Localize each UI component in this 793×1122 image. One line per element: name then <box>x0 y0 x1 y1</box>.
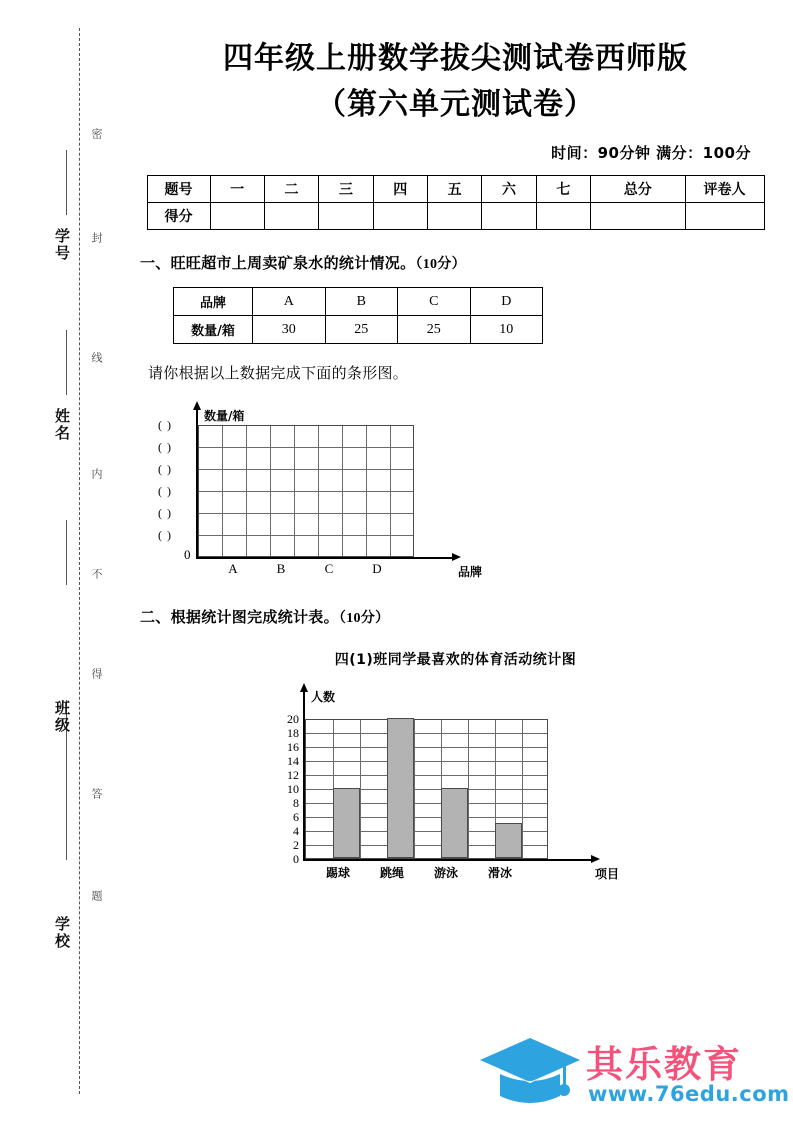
bar-tiqiu <box>333 788 360 858</box>
chart2-category-label-tiqiu: 踢球 <box>325 866 350 880</box>
table-row-brands <box>174 288 543 316</box>
chart1-gridline-v <box>390 426 391 556</box>
chart1-gridline-v <box>246 426 247 556</box>
chart2-ytick-2: 2 <box>293 838 299 852</box>
chart1-gridline-v <box>270 426 271 556</box>
chart2-gridline-h <box>306 761 547 762</box>
chart1-plot-area[interactable] <box>198 425 414 557</box>
question-2-text: 二、根据统计图完成统计表。 <box>140 608 339 626</box>
chart1-origin-label: 0 <box>184 547 191 562</box>
brand-cell-a: A <box>253 288 326 316</box>
score-cell-q1: 一 <box>210 176 264 203</box>
chart2-x-axis-label: 项目 <box>595 867 620 881</box>
seal-rule-1 <box>66 150 67 215</box>
score-table <box>147 175 765 230</box>
chart2-ytick-0: 0 <box>293 852 299 866</box>
logo-brand-name: 其乐教育 <box>586 1043 742 1086</box>
quantity-cell-a: 30 <box>253 316 326 344</box>
seal-char-xian: 线 <box>90 352 103 365</box>
chart1-x-axis-arrow-icon <box>452 553 461 561</box>
seal-char-bu: 不 <box>90 568 103 581</box>
chart1-gridline-v <box>294 426 295 556</box>
site-logo <box>478 1032 790 1116</box>
table-row-quantities <box>174 316 543 344</box>
question-2-points: （10分） <box>338 611 390 626</box>
score-cell-q7: 七 <box>536 176 590 203</box>
score-cell-q3: 三 <box>319 176 373 203</box>
page-title-line-2: （第六单元测试卷） <box>316 87 595 122</box>
question-1-points: （10分） <box>415 257 466 272</box>
seal-dashed-line <box>79 28 80 1094</box>
chart1-gridline-v <box>222 426 223 556</box>
score-input-q6[interactable] <box>482 203 536 230</box>
chart2-category-label-tiaosheng: 跳绳 <box>379 866 404 880</box>
brand-cell-b: B <box>325 288 398 316</box>
chart2-ytick-4: 4 <box>293 824 299 838</box>
chart2-gridline-h <box>306 775 547 776</box>
score-cell-q5: 五 <box>427 176 481 203</box>
score-cell-grader: 评卷人 <box>685 176 764 203</box>
brand-data-table <box>173 287 543 344</box>
chart1-gridline-h <box>199 469 413 470</box>
chart2-gridline-v <box>414 720 415 858</box>
chart2-gridline-h <box>306 733 547 734</box>
score-table-label-score: 得分 <box>147 203 210 230</box>
chart1-blank-tick[interactable]: ( ) <box>158 528 172 542</box>
chart2-gridline-v <box>468 720 469 858</box>
seal-rule-3 <box>66 520 67 585</box>
chart2-category-label-youyong: 游泳 <box>433 866 458 880</box>
chart2-ytick-18: 18 <box>287 726 299 740</box>
chart1-category-label-a: A <box>228 561 238 576</box>
table-row-scores <box>147 203 764 230</box>
chart2-ytick-20: 20 <box>287 712 299 726</box>
question-2-heading <box>140 606 793 627</box>
chart1-y-axis-arrow-icon <box>193 401 201 410</box>
chart2-ytick-10: 10 <box>287 782 299 796</box>
chart1-category-label-c: C <box>324 561 334 576</box>
quantity-cell-b: 25 <box>325 316 398 344</box>
score-input-q7[interactable] <box>536 203 590 230</box>
seal-char-feng: 封 <box>90 232 103 245</box>
score-input-total[interactable] <box>591 203 685 230</box>
seal-rule-2 <box>66 330 67 395</box>
score-cell-total: 总分 <box>591 176 685 203</box>
quantity-cell-d: 10 <box>470 316 543 344</box>
brand-table-label-quantity: 数量/箱 <box>174 316 253 344</box>
seal-char-de: 得 <box>90 668 103 681</box>
score-input-q2[interactable] <box>264 203 318 230</box>
chart2-ytick-8: 8 <box>293 796 299 810</box>
seal-char-ti: 题 <box>90 890 103 903</box>
chart2-y-axis-label: 人数 <box>311 690 336 704</box>
graduation-cap-icon <box>478 1036 582 1110</box>
score-cell-q2: 二 <box>264 176 318 203</box>
chart2-ytick-12: 12 <box>287 768 299 782</box>
chart2-gridline-v <box>522 720 523 858</box>
chart2-x-axis-arrow-icon <box>591 855 600 863</box>
chart2-ytick-6: 6 <box>293 810 299 824</box>
seal-label-student-id: 学号 <box>53 228 71 262</box>
brand-table-label-brand: 品牌 <box>174 288 253 316</box>
chart1-category-label-d: D <box>372 561 382 576</box>
exam-meta: 时间：90分钟 满分：100分 <box>551 144 751 162</box>
chart1-gridline-h <box>199 447 413 448</box>
question-1-heading <box>140 252 793 273</box>
seal-label-school: 学校 <box>53 916 71 950</box>
chart1-x-axis-label: 品牌 <box>458 565 483 579</box>
exam-page <box>118 0 793 1122</box>
score-input-q3[interactable] <box>319 203 373 230</box>
bar-youyong <box>441 788 468 858</box>
page-title-line-1: 四年级上册数学拔尖测试卷西师版 <box>223 41 688 76</box>
brand-cell-d: D <box>470 288 543 316</box>
chart1-blank-tick[interactable]: ( ) <box>158 484 172 498</box>
sports-activity-bar-chart <box>273 683 620 883</box>
chart1-category-label-b: B <box>276 561 286 576</box>
score-input-q5[interactable] <box>427 203 481 230</box>
score-cell-q6: 六 <box>482 176 536 203</box>
chart2-ytick-16: 16 <box>287 740 299 754</box>
chart1-y-axis-label: 数量/箱 <box>204 409 245 423</box>
bar-huabing <box>495 823 522 858</box>
brand-cell-c: C <box>398 288 471 316</box>
score-input-grader[interactable] <box>685 203 764 230</box>
chart1-gridline-v <box>318 426 319 556</box>
chart1-gridline-h <box>199 535 413 536</box>
chart1-gridline-h <box>199 513 413 514</box>
seal-label-name: 姓名 <box>53 408 71 442</box>
question-1-prompt: 请你根据以上数据完成下面的条形图。 <box>148 366 409 382</box>
score-cell-q4: 四 <box>373 176 427 203</box>
logo-url: www.76edu.com <box>588 1082 790 1106</box>
blank-bar-chart[interactable] <box>158 401 488 579</box>
chart1-gridline-v <box>342 426 343 556</box>
chart2-category-label-huabing: 滑冰 <box>487 866 512 880</box>
chart1-blank-tick[interactable]: ( ) <box>158 506 172 520</box>
score-input-q4[interactable] <box>373 203 427 230</box>
exam-title-block <box>118 0 793 128</box>
seal-char-da: 答 <box>90 788 103 801</box>
chart2-gridline-v <box>360 720 361 858</box>
chart1-blank-tick[interactable]: ( ) <box>158 440 172 454</box>
chart1-gridline-h <box>199 491 413 492</box>
question-1-text: 一、旺旺超市上周卖矿泉水的统计情况。 <box>140 254 416 272</box>
seal-char-mi: 密 <box>90 128 103 141</box>
chart1-blank-tick[interactable]: ( ) <box>158 418 172 432</box>
score-input-q1[interactable] <box>210 203 264 230</box>
seal-margin <box>0 0 118 1122</box>
quantity-cell-c: 25 <box>398 316 471 344</box>
chart2-plot-area <box>305 719 548 859</box>
chart2-gridline-h <box>306 747 547 748</box>
chart1-blank-tick[interactable]: ( ) <box>158 462 172 476</box>
chart2-ytick-14: 14 <box>287 754 299 768</box>
seal-label-class: 班级 <box>53 700 71 734</box>
chart2-title: 四(1)班同学最喜欢的体育活动统计图 <box>334 652 577 668</box>
seal-char-nei: 内 <box>90 468 103 481</box>
chart2-y-axis-arrow-icon <box>300 683 308 692</box>
table-row-question-numbers <box>147 176 764 203</box>
chart1-gridline-v <box>366 426 367 556</box>
chart1-x-axis <box>196 557 454 559</box>
score-table-label-question: 题号 <box>147 176 210 203</box>
bar-tiaosheng <box>387 718 414 858</box>
chart2-x-axis <box>303 859 593 861</box>
